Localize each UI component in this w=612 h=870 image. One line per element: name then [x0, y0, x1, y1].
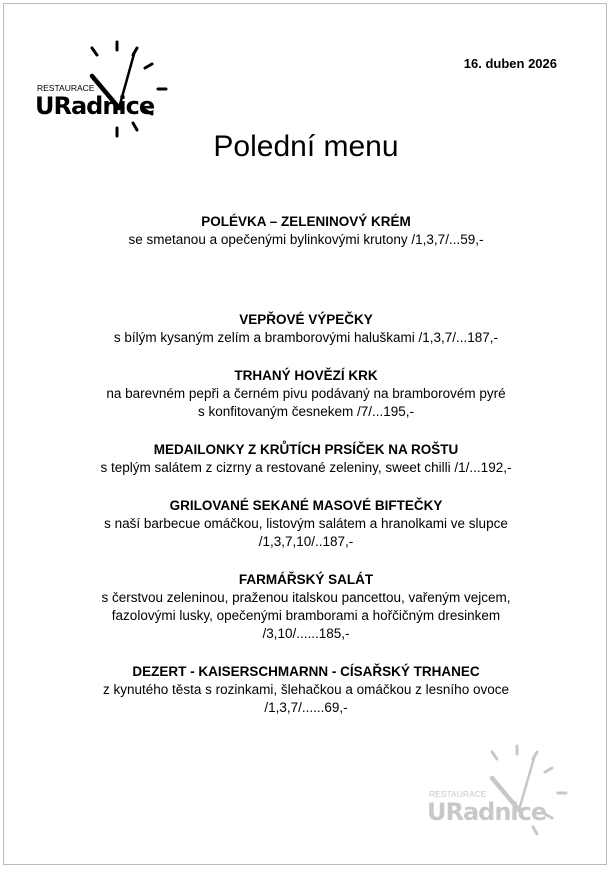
menu-item-name: FARMÁŘSKÝ SALÁT — [238, 572, 374, 587]
menu-item — [0, 441, 612, 477]
logo-name: URadnice — [35, 92, 155, 120]
menu-item-description: s konfitovaným česnekem /7/...195,- — [197, 404, 415, 419]
page-title: Polední menu — [213, 130, 399, 163]
menu-item — [0, 213, 612, 249]
watermark-small-text: RESTAURACE — [429, 789, 487, 799]
menu-item-name: GRILOVANÉ SEKANÉ MASOVÉ BIFTEČKY — [169, 498, 443, 513]
menu-list — [0, 213, 612, 717]
menu-item-description: z kynutého těsta s rozinkami, šlehačkou a omáčkou z lesního ovoce — [103, 682, 509, 697]
menu-item-name: POLÉVKA – ZELENINOVÝ KRÉM — [201, 214, 411, 229]
menu-item-description: /1,3,7/......69,- — [264, 700, 348, 715]
menu-item-description: s čerstvou zeleninou, praženou italskou pancettou, vařeným vejcem, — [101, 590, 511, 605]
menu-item-name: DEZERT - KAISERSCHMARNN - CÍSAŘSKÝ TRHANEC — [132, 664, 480, 679]
menu-item-description: /1,3,7,10/..187,- — [258, 534, 354, 549]
menu-item-name: VEPŘOVÉ VÝPEČKY — [239, 312, 373, 327]
clock-icon — [92, 42, 166, 136]
menu-item — [0, 497, 612, 551]
restaurant-logo — [30, 38, 170, 142]
menu-item — [0, 367, 612, 421]
menu-date: 16. duben 2026 — [463, 56, 557, 71]
menu-item-description: se smetanou a opečenými bylinkovými krutony /1,3,7/...59,- — [128, 232, 484, 247]
menu-item-description: na barevném pepři a černém pivu podávaný na bramborovém pyré — [106, 386, 506, 401]
watermark-logo — [422, 742, 572, 842]
menu-item-description: s teplým salátem z cizrny a restované zeleniny, sweet chilli /1/...192,- — [100, 460, 512, 475]
menu-item-description: /3,10/......185,- — [262, 626, 350, 641]
menu-item-description: fazolovými lusky, opečenými bramborami a hořčičným dresinkem — [111, 608, 501, 623]
logo-small-text: RESTAURACE — [37, 83, 95, 93]
menu-item-description: s bílým kysaným zelím a bramborovými haluškami /1,3,7/...187,- — [113, 330, 499, 345]
menu-item-description: s naší barbecue omáčkou, listovým salátem a hranolkami ve slupce — [104, 516, 508, 531]
menu-item — [0, 311, 612, 347]
menu-item-name: MEDAILONKY Z KRŮTÍCH PRSÍČEK NA ROŠTU — [153, 442, 459, 457]
watermark-name: URadnice — [427, 798, 547, 826]
menu-item — [0, 663, 612, 717]
menu-item-name: TRHANÝ HOVĚZÍ KRK — [234, 368, 378, 383]
menu-item — [0, 571, 612, 643]
